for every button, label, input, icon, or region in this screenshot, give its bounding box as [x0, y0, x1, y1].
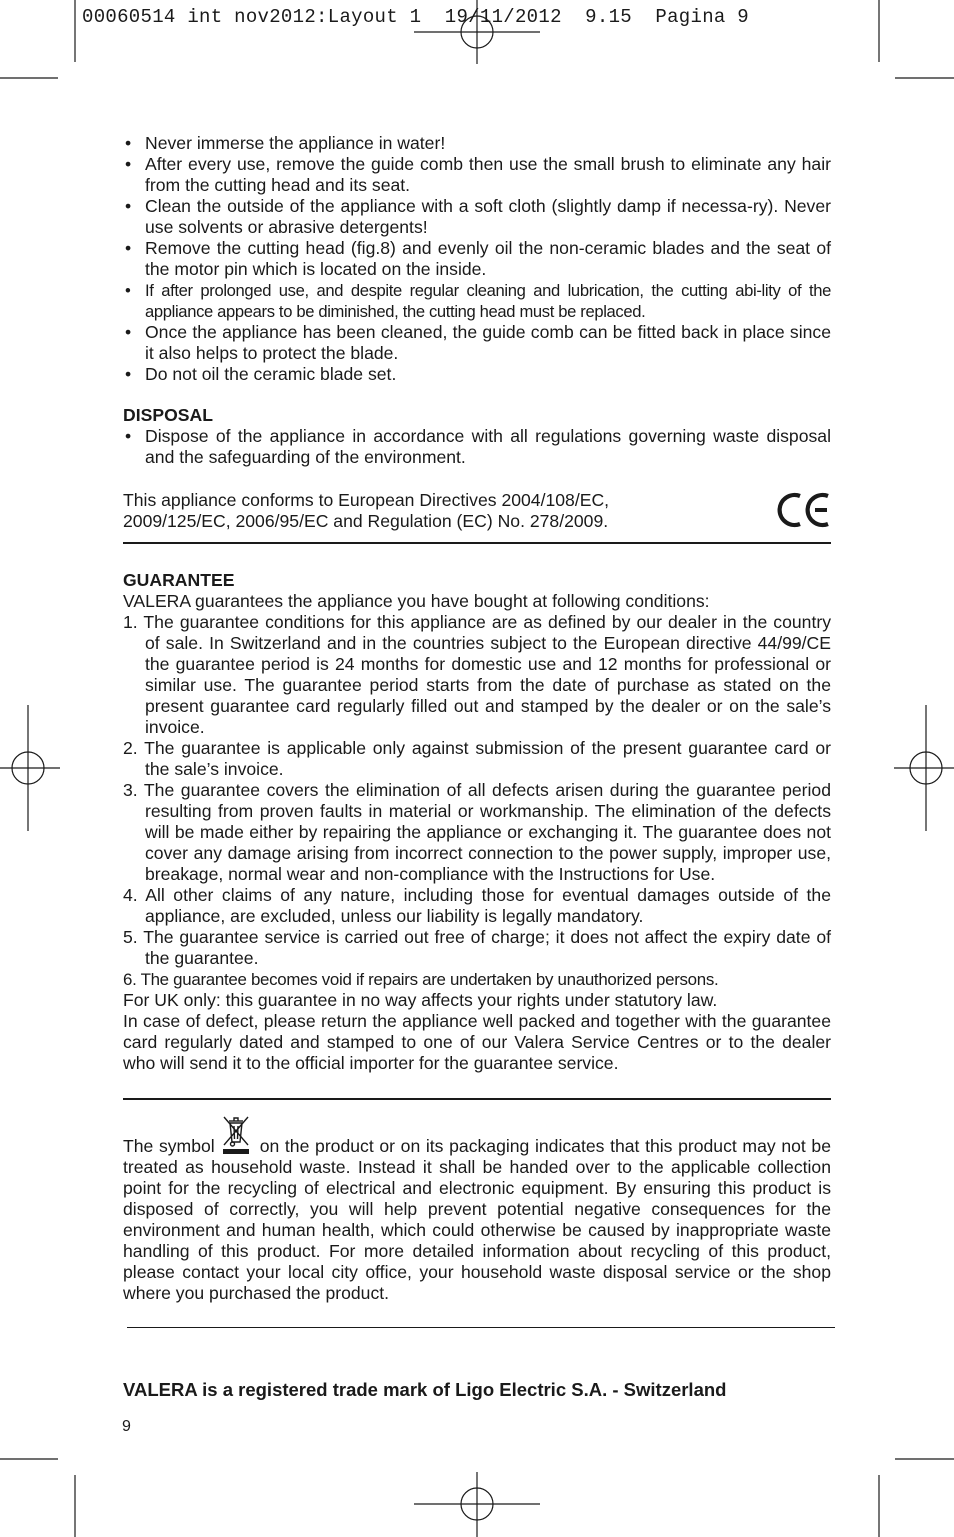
list-item: • After every use, remove the guide comb then use the small brush to eliminate any hair from the cutting head and its seat.: [123, 154, 831, 196]
conformity-text: This appliance conforms to European Directives 2004/108/EC, 2009/125/EC, 2006/95/EC and Regulation (EC) No. 278/2009.: [123, 490, 610, 531]
list-item: 6. The guarantee becomes void if repairs are undertaken by unauthorized persons.: [123, 970, 719, 989]
section-divider: [123, 1098, 831, 1100]
list-item: • Do not oil the ceramic blade set.: [123, 364, 831, 385]
crossed-out-wheelie-bin-icon: [220, 1114, 252, 1156]
uk-note: For UK only: this guarantee in no way affects your rights under statutory law.: [123, 990, 718, 1010]
list-item: 3. The guarantee covers the elimination of all defects arisen during the guarantee period resulting from proven faults in material or workmanship. The elimination of the defects will be made either by repairing the appliance or exchanging it. The guarantee does not cover any damage arising from incorrect connection to the power supply, improper use, breakage, normal wear and non-compliance with the Instructions for Use.: [123, 780, 831, 884]
registration-mark-right: [894, 705, 954, 831]
list-item: • Never immerse the appliance in water!: [123, 133, 831, 154]
disposal-list: [123, 426, 831, 468]
trademark-notice: VALERA is a registered trade mark of Ligo Electric S.A. - Switzerland: [123, 1379, 727, 1400]
page-content: [123, 133, 831, 1304]
list-item: 4. All other claims of any nature, including those for eventual damages outside of the appliance, are excluded, unless our liability is legally mandatory.: [123, 885, 831, 926]
footer-divider: [127, 1327, 835, 1328]
list-item: 5. The guarantee service is carried out free of charge; it does not affect the expiry date of the guarantee.: [123, 927, 831, 968]
weee-text: on the product or on its packaging indicates that this product may not be treated as household waste. Instead it shall be handed over to the applicable collection point for the recycling of electrical and electronic equipment. By ensuring this product is disposed of correctly, you will help prevent potential negative consequences for the environment and human health, which could otherwise be caused by inappropriate waste handling of this product. For more detailed information about recycling of this product, please contact your local city office, your household waste disposal service or the shop where you purchased the product.: [123, 1136, 831, 1303]
weee-prefix: The symbol: [123, 1136, 215, 1156]
registration-mark-bottom: [414, 1472, 540, 1537]
registration-mark-left: [0, 705, 60, 831]
guarantee-heading: GUARANTEE: [123, 570, 235, 590]
print-slug: 00060514 int nov2012:Layout 1 19/11/2012 9.15 Pagina 9: [82, 6, 750, 28]
list-item: • Dispose of the appliance in accordance with all regulations governing waste disposal and the safeguarding of the environment.: [123, 426, 831, 468]
list-item: • Clean the outside of the appliance with a soft cloth (slightly damp if necessa-ry). Never use solvents or abrasive detergents!: [123, 196, 831, 238]
guarantee-conditions-list: [123, 612, 831, 990]
conformity-statement: [123, 490, 831, 544]
guarantee-intro: VALERA guarantees the appliance you have bought at following conditions:: [123, 591, 710, 611]
registration-mark-top: [414, 0, 540, 64]
list-item: • Remove the cutting head (fig.8) and evenly oil the non-ceramic blades and the seat of the motor pin which is located on the inside.: [123, 238, 831, 280]
list-item: • If after prolonged use, and despite regular cleaning and lubrication, the cutting abi-lity of the appliance appears to be diminished, the cutting head must be replaced.: [123, 280, 831, 322]
page-number: 9: [122, 1418, 131, 1435]
list-item: • Once the appliance has been cleaned, the guide comb can be fitted back in place since it also helps to protect the blade.: [123, 322, 831, 364]
defect-note: In case of defect, please return the appliance well packed and together with the guarantee card regularly dated and stamped to one of our Valera Service Centres or to the dealer who will send it to the official importer for the guarantee service.: [123, 1011, 831, 1073]
care-instructions-list: [123, 133, 831, 385]
ce-mark-icon: [775, 490, 831, 530]
list-item: 1. The guarantee conditions for this appliance are as defined by our dealer in the country of sale. In Switzerland and in the countries subject to the European directive 44/99/CE the guarantee period is 24 months for domestic use and 12 months for professional or similar use. The guarantee period starts from the date of purchase as stated on the present guarantee card regularly filled out and stamped by the dealer or on the sale’s invoice.: [123, 612, 831, 737]
disposal-heading: DISPOSAL: [123, 405, 213, 425]
weee-notice: [123, 1114, 831, 1304]
list-item: 2. The guarantee is applicable only against submission of the present guarantee card or the sale’s invoice.: [123, 738, 831, 779]
